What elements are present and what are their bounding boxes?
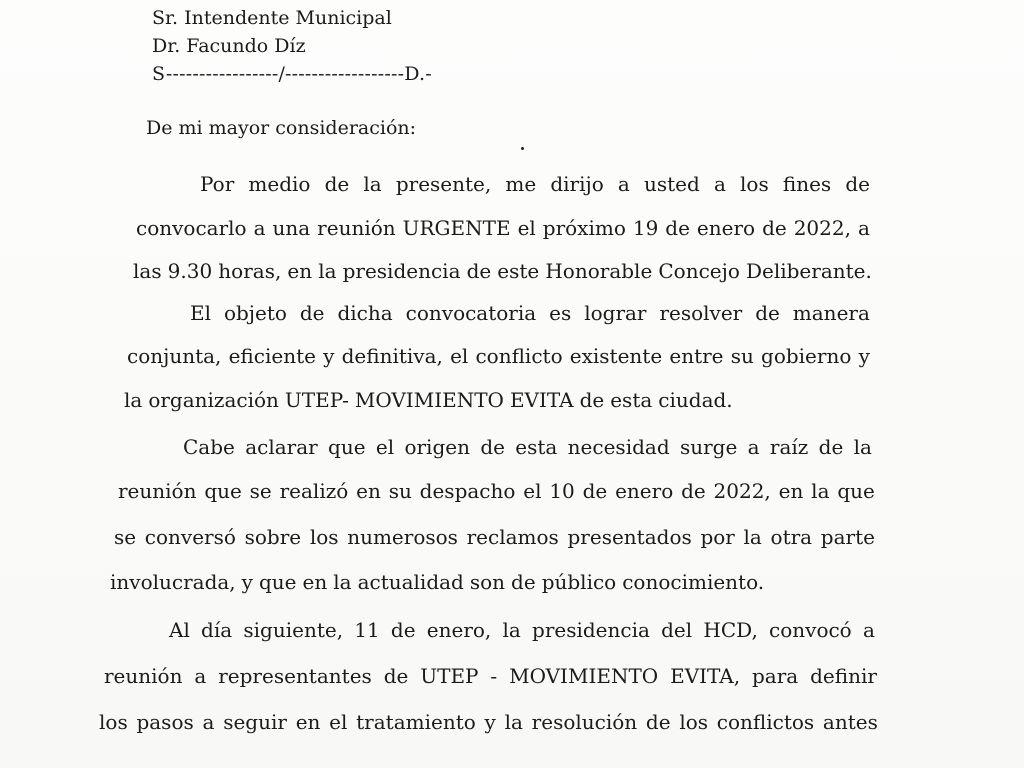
word: y xyxy=(484,710,496,734)
word: los xyxy=(740,172,769,196)
word: UTEP- xyxy=(284,388,349,412)
word: HCD, xyxy=(703,618,758,642)
word: antes xyxy=(822,710,878,734)
word: EVITA, xyxy=(670,664,741,688)
word: de xyxy=(582,479,608,503)
word: convocatoria xyxy=(405,301,537,325)
word: involucrada, xyxy=(110,570,236,594)
word: conflicto xyxy=(475,344,563,368)
word: manera xyxy=(792,301,870,325)
word: enero xyxy=(696,216,756,240)
word: EVITA xyxy=(509,388,574,412)
word: usted xyxy=(643,172,700,196)
greeting: De mi mayor consideración: xyxy=(146,117,417,139)
word: definitiva, xyxy=(341,344,443,368)
recipient-title: Sr. Intendente Municipal xyxy=(152,7,392,29)
word: origen xyxy=(404,435,470,459)
word: sobre xyxy=(244,525,302,549)
word: a xyxy=(747,435,760,459)
word: de xyxy=(390,618,416,642)
word: definir xyxy=(810,664,877,688)
word: presidencia xyxy=(342,259,461,283)
body-line xyxy=(118,474,875,508)
word: URGENTE xyxy=(402,216,511,240)
word: de xyxy=(762,216,787,240)
word: lograr xyxy=(584,301,647,325)
word: raíz xyxy=(769,435,809,459)
word: su xyxy=(388,479,412,503)
word: 10 xyxy=(549,479,575,503)
recipient-name: Dr. Facundo Díz xyxy=(152,35,306,57)
word: de xyxy=(383,664,409,688)
word: del xyxy=(661,618,693,642)
word: convocó xyxy=(769,618,852,642)
body-line xyxy=(99,705,878,739)
word: de xyxy=(579,388,605,412)
word: los xyxy=(99,710,128,734)
word: que xyxy=(258,570,297,594)
word: los xyxy=(309,525,339,549)
word: conflictos xyxy=(716,710,815,734)
word: aclarar xyxy=(245,435,318,459)
word: tratamiento xyxy=(356,710,476,734)
word: Concejo xyxy=(658,259,740,283)
word: en xyxy=(287,259,313,283)
word: a xyxy=(617,172,630,196)
word: de xyxy=(755,301,780,325)
body-line xyxy=(136,211,870,245)
word: convocarlo xyxy=(136,216,247,240)
recipient-salutation-line: S-----------------/------------------D.- xyxy=(152,63,432,85)
word: 9.30 xyxy=(167,259,213,283)
word: reclamos xyxy=(466,525,559,549)
body-line xyxy=(127,339,870,373)
body-line xyxy=(124,383,870,417)
word: Deliberante. xyxy=(745,259,872,283)
word: el xyxy=(517,216,536,240)
word: este xyxy=(497,259,540,283)
word: entre xyxy=(669,344,724,368)
body-line xyxy=(183,430,872,464)
word: presidencia xyxy=(532,618,650,642)
word: y xyxy=(323,344,335,368)
word: enero, xyxy=(426,618,492,642)
word: reunión xyxy=(104,664,183,688)
word: resolución xyxy=(531,710,638,734)
word: público xyxy=(541,570,617,594)
word: a xyxy=(253,216,266,240)
word: de xyxy=(681,479,706,503)
word: Por xyxy=(200,172,235,196)
word: 11 xyxy=(354,618,380,642)
word: medio xyxy=(248,172,311,196)
word: UTEP xyxy=(420,664,479,688)
word: día xyxy=(201,618,233,642)
body-line xyxy=(200,167,870,201)
word: los xyxy=(679,710,709,734)
word: las xyxy=(133,259,162,283)
word: en xyxy=(295,710,321,734)
word: en xyxy=(356,479,381,503)
word: a xyxy=(202,710,215,734)
word: despacho xyxy=(419,479,516,503)
word: a xyxy=(713,172,726,196)
word: actualidad xyxy=(357,570,464,594)
word: MOVIMIENTO xyxy=(354,388,504,412)
word: se xyxy=(114,525,137,549)
word: que xyxy=(328,435,366,459)
word: de xyxy=(299,301,325,325)
word: el xyxy=(450,344,469,368)
word: Cabe xyxy=(183,435,235,459)
word: la xyxy=(502,618,521,642)
word: pasos xyxy=(136,710,194,734)
word: surge xyxy=(679,435,738,459)
word: numerosos xyxy=(347,525,458,549)
word: esta xyxy=(515,435,558,459)
word: la xyxy=(853,435,872,459)
word: su xyxy=(730,344,754,368)
word: que xyxy=(204,479,242,503)
word: organización xyxy=(148,388,279,412)
word: me xyxy=(505,172,537,196)
word: fines xyxy=(782,172,832,196)
word: que xyxy=(837,479,875,503)
word: de xyxy=(511,570,536,594)
word: otra xyxy=(770,525,813,549)
word: ciudad. xyxy=(658,388,733,412)
word: próximo xyxy=(542,216,626,240)
word: por xyxy=(700,525,735,549)
word: conversó xyxy=(144,525,236,549)
body-line xyxy=(104,659,877,693)
word: la xyxy=(333,570,352,594)
word: parte xyxy=(820,525,875,549)
word: representantes xyxy=(218,664,372,688)
word: gobierno xyxy=(761,344,852,368)
word: eficiente xyxy=(228,344,316,368)
word: Honorable xyxy=(545,259,653,283)
word: existente xyxy=(569,344,663,368)
word: es xyxy=(549,301,572,325)
word: y xyxy=(241,570,253,594)
word: de xyxy=(466,259,492,283)
word: la xyxy=(811,479,830,503)
word: resolver xyxy=(659,301,743,325)
word: enero xyxy=(615,479,674,503)
word: el xyxy=(375,435,395,459)
word: 19 xyxy=(632,216,659,240)
body-line xyxy=(133,254,872,288)
word: se xyxy=(249,479,272,503)
word: reunión xyxy=(317,216,396,240)
word: 2022, xyxy=(793,216,851,240)
word: necesidad xyxy=(567,435,670,459)
word: reunión xyxy=(118,479,197,503)
word: la xyxy=(504,710,523,734)
word: conjunta, xyxy=(127,344,222,368)
word: y xyxy=(858,344,870,368)
word: conocimiento. xyxy=(622,570,765,594)
word: para xyxy=(752,664,799,688)
word: la xyxy=(124,388,143,412)
word: 2022, xyxy=(713,479,771,503)
word: seguir xyxy=(223,710,287,734)
word: El xyxy=(190,301,211,325)
word: de xyxy=(480,435,505,459)
word: el xyxy=(523,479,542,503)
word: realizó xyxy=(279,479,349,503)
word: de xyxy=(645,710,671,734)
word: de xyxy=(324,172,350,196)
word: de xyxy=(818,435,844,459)
word: la xyxy=(318,259,337,283)
word: horas, xyxy=(218,259,282,283)
word: Al xyxy=(169,618,190,642)
word: MOVIMIENTO xyxy=(509,664,659,688)
word: - xyxy=(490,664,498,688)
body-line xyxy=(110,565,875,599)
word: en xyxy=(778,479,804,503)
word: siguiente, xyxy=(243,618,344,642)
body-line xyxy=(190,296,870,330)
word: a xyxy=(862,618,875,642)
body-line xyxy=(114,520,875,554)
word: una xyxy=(272,216,311,240)
word: a xyxy=(857,216,870,240)
ink-dot xyxy=(521,147,524,150)
word: la xyxy=(743,525,762,549)
word: a xyxy=(194,664,207,688)
body-line xyxy=(169,613,875,647)
word: dicha xyxy=(337,301,393,325)
word: de xyxy=(665,216,690,240)
word: de xyxy=(845,172,870,196)
word: en xyxy=(302,570,328,594)
word: el xyxy=(329,710,348,734)
word: dirijo xyxy=(550,172,604,196)
word: son xyxy=(469,570,506,594)
word: la xyxy=(363,172,382,196)
word: presentados xyxy=(567,525,692,549)
word: esta xyxy=(610,388,653,412)
word: presente, xyxy=(395,172,492,196)
word: objeto xyxy=(223,301,287,325)
